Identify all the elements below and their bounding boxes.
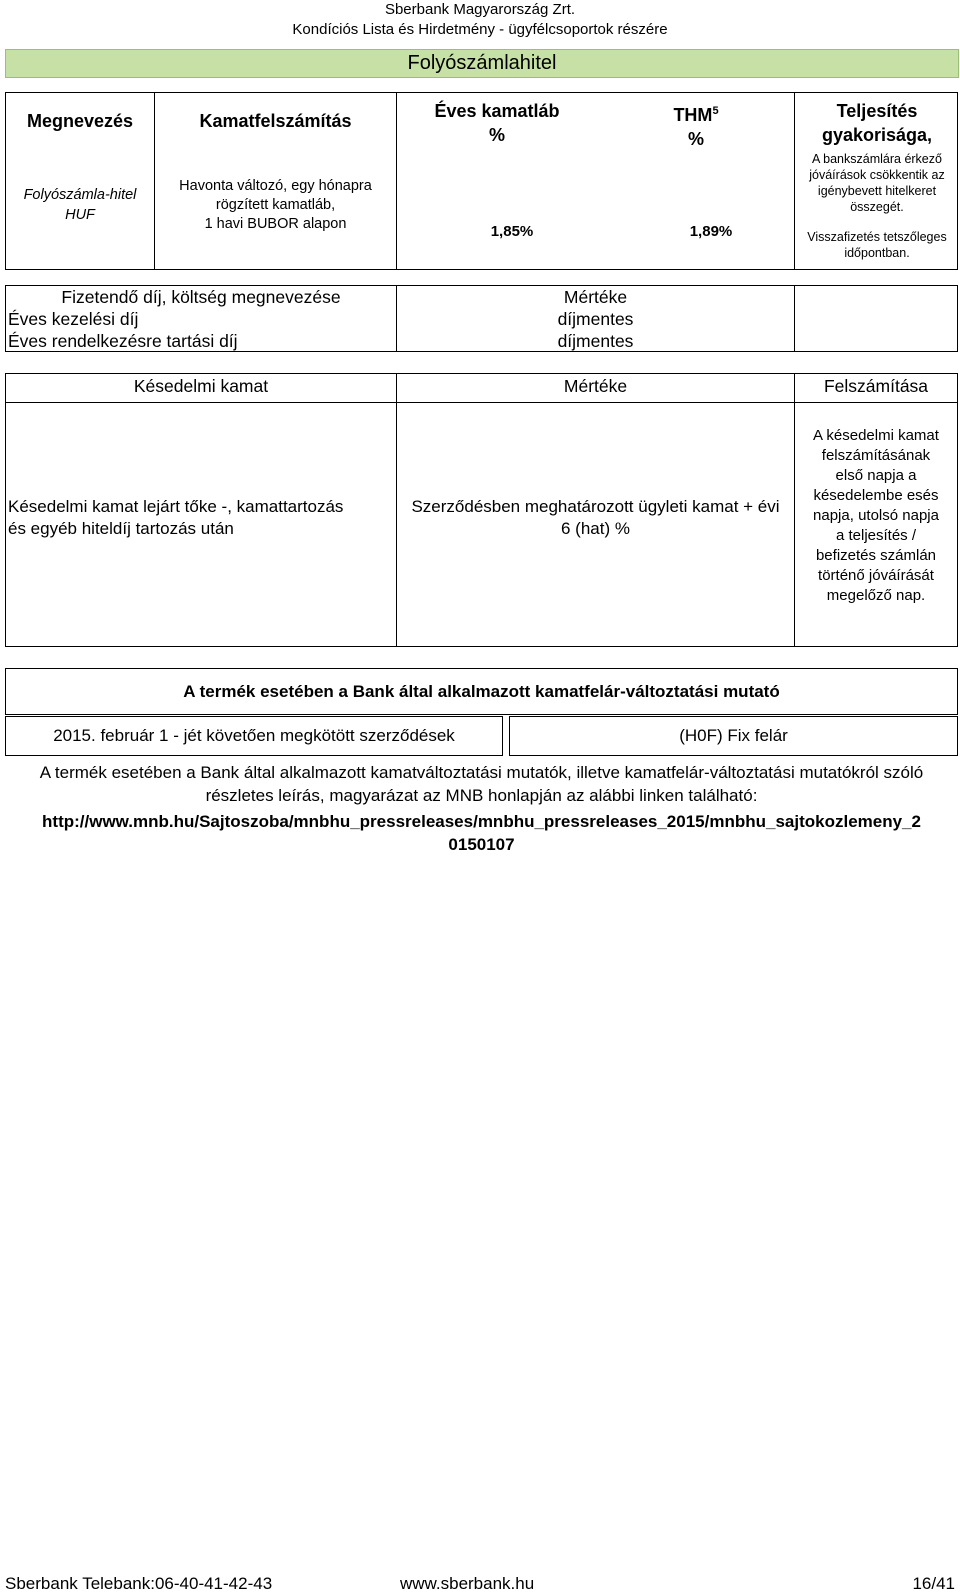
col-header-thm: THM$^5$ % (673, 105, 719, 149)
note-text: A termék esetében a Bank által alkalmazott kamatváltoztatási mutatók, illetve kamatfelár-változtatási mutatókról szóló részletes leírás, magyarázat az MNB honlapján az alábbi linken található: (39, 763, 924, 805)
late-header-name: Késedelmi kamat (133, 376, 269, 396)
divider (794, 286, 795, 351)
fee-name: Éves rendelkezésre tartási díj (8, 331, 238, 351)
col-header-calc: Kamatfelszámítás (199, 110, 352, 131)
late-header-charge: Felszámítása (823, 376, 929, 396)
interest-calc: Havonta változó, egy hónapra rögzített kamatláb, 1 havi BUBOR alapon (179, 178, 372, 232)
contract-label: 2015. február 1 - jét követően megkötött szerződések (5, 716, 503, 756)
margin-indicator-title: A termék esetében a Bank által alkalmazott kamatfelár-változtatási mutató (5, 668, 958, 715)
fee-value: díjmentes (557, 331, 634, 351)
divider (6, 402, 957, 403)
fee-header-name: Fizetendő díj, költség megnevezése (61, 287, 341, 307)
late-interest-charge: A késedelmi kamat felszámításának első napja a késedelembe esés napja, utolsó napja a teljesítés / befizetés számlán történő jóváírását megelőző nap. (813, 427, 939, 604)
late-interest-name: Késedelmi kamat lejárt tőke -, kamattartozás és egyéb hiteldíj tartozás után (8, 497, 344, 538)
col-header-name: Megnevezés (26, 110, 134, 131)
late-interest-table (5, 373, 958, 647)
thm-value: 1,89% (689, 223, 733, 240)
fee-table (5, 285, 958, 352)
fee-value: díjmentes (557, 309, 634, 329)
mnb-link[interactable]: http://www.mnb.hu/Sajtoszoba/mnbhu_pressreleases/mnbhu_pressreleases_2015/mnbhu_sajtokozlemeny_2 0150107 (42, 812, 921, 854)
footer-page-number: 16/41 (912, 1574, 955, 1593)
fee-header-value: Mértéke (563, 287, 628, 307)
late-interest-value: Szerződésben meghatározott ügyleti kamat + évi 6 (hat) % (411, 497, 780, 538)
footer-website[interactable]: www.sberbank.hu (400, 1574, 535, 1593)
company-name: Sberbank Magyarország Zrt. (384, 1, 576, 18)
col-header-frequency: Teljesítés gyakorisága, (821, 101, 933, 145)
fee-name: Éves kezelési díj (8, 309, 139, 329)
section-title: Folyószámlahitel (5, 49, 959, 78)
document-subtitle: Kondíciós Lista és Hirdetmény - ügyfélcsoportok részére (292, 21, 668, 38)
footer-phone: Sberbank Telebank:06-40-41-42-43 (5, 1574, 273, 1593)
rate-table (5, 92, 958, 270)
fix-margin-label: (H0F) Fix felár (509, 716, 958, 756)
annual-rate-value: 1,85% (490, 223, 534, 240)
frequency-text: A bankszámlára érkező jóváírások csökkentik az igénybevett hitelkeret összegét. Visszafizetés tetszőleges időpontban. (807, 152, 947, 260)
col-header-annual-rate: Éves kamatláb % (434, 101, 560, 145)
product-name: Folyószámla-hitel HUF (23, 187, 137, 223)
late-header-value: Mértéke (563, 376, 628, 396)
